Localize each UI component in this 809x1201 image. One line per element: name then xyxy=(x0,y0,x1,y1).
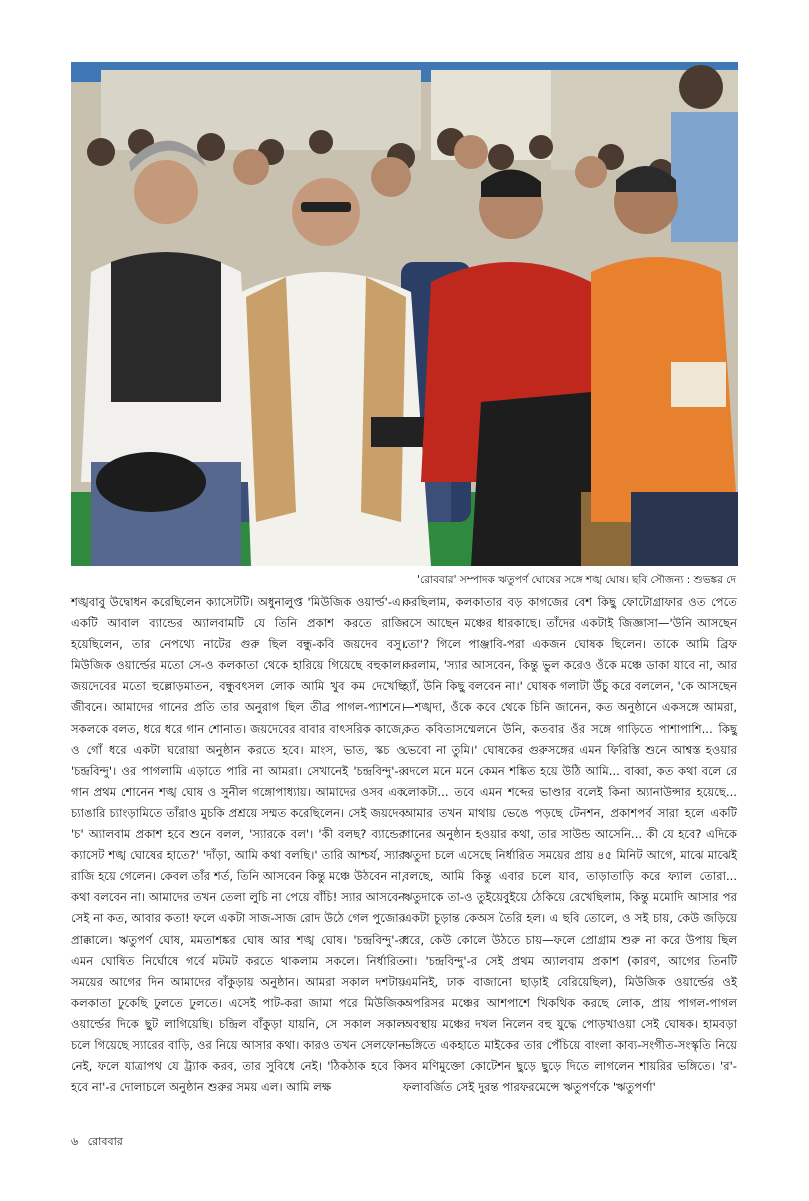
article-photo xyxy=(71,62,738,566)
article-column-left xyxy=(71,592,405,1098)
photo-caption: 'রোববার' সম্পাদক ঋতুপর্ণ ঘোষের সঙ্গে শঙ্খ ঘোষ। ছবি সৌজন্য : শুভঙ্কর দে xyxy=(417,574,736,586)
article-text-left: শঙ্খবাবু উদ্বোধন করেছিলেন ক্যাসেটটি। অধুনালুপ্ত 'মিউজিক ওয়ার্ল্ড'-এ। একটি আবাল ব্যান্ডের অ্যালবামটি যে তিনি প্রকাশ করতে রাজি হয়েছিলেন, তার নেপথ্যে নাটের গুরু ছিল বন্ধু-কবি জয়দেব বসু। মিউজিক ওয়ার্ল্ডের মতো সে-ও কলকাতা থেকে হারিয়ে গিয়েছে বহুকাল। জয়দেবের মতো হুল্লোড়মাতন, বন্ধুবৎসল লোক আমি খুব কম দেখেছি জীবনে। আমাদের গানের প্রতি তার অনুরাগ ছিল তীব্র পাগল-প্যাশনে। সকলকে বলত, ধরে ধরে গান শোনাত। জয়দেবের বাবার বাৎসরিক কাজে, ও গোঁ ধরে একটা ঘরোয়া অনুষ্ঠান করতে হবে। মাংস, ভাত, স্কচ ও 'চন্দ্রবিন্দু'। ওর পাগলামি এড়াতে পারি না আমরা। সেখানেই 'চন্দ্রবিন্দু'-র গান প্রথম শোনেন শঙ্খ ঘোষ ও সুনীল গঙ্গোপাধ্যায়। আমাদের ওসব এক চ্যাঙারি চ্যাংড়ামিতে তাঁরাও মুচকি প্রশ্রয়ে সম্মত করেছিলেন। সেই জয়দেব 'চ' অ্যালবাম প্রকাশ হবে শুনে বলল, 'স্যারকে বল'। 'কী বলছ? ব্যান্ডের ক্যাসেট শঙ্খ ঘোষের হাতে?' 'দাঁড়া, আমি কথা বলছি।' তারি আশ্চর্য, স্যার রাজি হয়ে গেলেন। কেবল তাঁর শর্ত, তিনি আসবেন কিন্তু মঞ্চে উঠবেন না, কথা বলবেন না। আমাদের তখন তেলা লুচি না পেয়ে বাঁচি! স্যার আসবেন সেই না কত, আবার কতা! ফলে একটা সাজ-সাজ রোদ উঠে গেল পুজোর প্রাক্কালে। ঋতুপর্ণ ঘোষ, মমতাশঙ্কর ঘোষ আর শঙ্খ ঘোষ। 'চন্দ্রবিন্দু'-র এমন ঘোষিত নির্ঘোষে গর্বে মটমট করতে থাকলাম সকলে। নির্ধারিত সময়ের আগের দিন আমাদের বাঁকুড়ায় অনুষ্ঠান। আমরা সকাল দশটায় কলকাতা ঢুকেছি ঢুলতে ঢুলতে। এসেই পাট-করা জামা পরে মিউজিক ওয়ার্ল্ডের দিকে ছুট লাগিয়েছি। চন্দ্রিল বাঁকুড়া যায়নি, সে সকাল সকাল চলে গিয়েছে স্যারের বাড়ি, ওর নিয়ে আসার কথা। কারও তখন সেলফোন নেই, ফলে যাত্রাপথ যে ট্র্যাক করব, তার সুবিধে নেই। 'ঠিকঠাক হবে কি হবে না'-র দোলাচলে অনুষ্ঠান শুরুর সময় এল। আমি লক্ষ xyxy=(71,595,405,1095)
page-number: ৬ xyxy=(71,1135,79,1148)
article-column-right xyxy=(403,592,737,1098)
article-text-right: করছিলাম, কলকাতার বড় কাগজের বেশ কিছু ফোটোগ্রাফার ওত পেতে বসে আছেন মঞ্চের ধারকাছে। তাঁদের একটাই জিজ্ঞাসা—'উনি আসছেন তো'? গিলে পাঞ্জাবি-পরা একজন ঘোষক ছিলেন। তাকে আমি ব্রিফ করলাম, 'স্যার আসবেন, কিন্তু ভুল করেও ওঁকে মঞ্চে ডাকা যাবে না, আর হ্যাঁ, উনি কিছু বলবেন না।' ঘোষক গলাটা উঁচু করে বললেন, 'কে আসছেন—শঙ্খদা, ওঁকে কবে থেকে চিনি জানেন, কত অনুষ্ঠানে একসঙ্গে আমরা, কত কবিতাসম্মেলনে উনি, কতবার ওঁর সঙ্গে গাড়িতে পাশাপাশি... কিছু ভেবো না তুমি।' ঘোষকের গুরুসঙ্গের এমন ফিরিস্তি শুনে আশ্বস্ত হওয়ার বদলে মনে মনে কেমন শঙ্কিত হয়ে উঠি আমি... বাব্বা, কত কথা বলে রে লোকটা... তবে এমন শব্দের ভাণ্ডার বলেই কিনা অ্যানাউন্সার হয়েছে... আমার তখন মাথায় ভেঙে পড়ছে টেনশন, প্রকাশপর্ব সারা হলে একটি গানের অনুষ্ঠান হওয়ার কথা, তার সাউন্ড আসেনি... কী যে হবে? এদিকে ঋতুদা চলে এসেছে নির্ধারিত সময়ের প্রায় ৪৫ মিনিট আগে, মাঝে মাঝেই বলছে, আমি কিন্তু এবার চলে যাব, তাড়াতাড়ি করে ফ্যাল তোরা... ঋতুদাকে তা-ও তুইয়েবুইয়ে ঠেকিয়ে রেখেছিলাম, কিন্তু মমোদি আসার পর একটা চূড়ান্ত কেঅস তৈরি হল। এ ছবি তোলে, ও সই চায়, কেউ জড়িয়ে ধরে, কেউ কোলে উঠতে চায়—ফলে প্রোগ্রাম শুরু না করে উপায় ছিল না। 'চন্দ্রবিন্দু'-র সেই প্রথম অ্যালবাম প্রকাশ (কারণ, আগের তিনটি এমনিই, ঢাক বাজানো ছাড়াই বেরিয়েছিল), মিউজিক ওয়ার্ল্ডের ওই অপরিসর মঞ্চের আশপাশে খিকথিক করছে লোক, প্রায় পাগল-পাগল অবস্থায় মঞ্চের দখল নিলেন বহু যুদ্ধে পোড়খাওয়া সেই ঘোষক। হামবড়া ভঙ্গিতে একহাতে মাইকের তার পেঁচিয়ে বাংলা কাব্য-সংগীত-সংস্কৃতি নিয়ে সব মণিমুক্তো কোটেশন ছুড়ে ছুড়ে দিতে লাগলেন শায়রির ভঙ্গিতে। 'র'-ফলাবর্জিত সেই দুরন্ত পারফরমেন্সে ঋতুপর্ণকে 'ঋতুপর্ণা' xyxy=(403,595,737,1095)
photo-people-seated xyxy=(71,62,738,566)
page-footer xyxy=(71,1135,129,1149)
magazine-name: রোববার xyxy=(87,1135,123,1148)
